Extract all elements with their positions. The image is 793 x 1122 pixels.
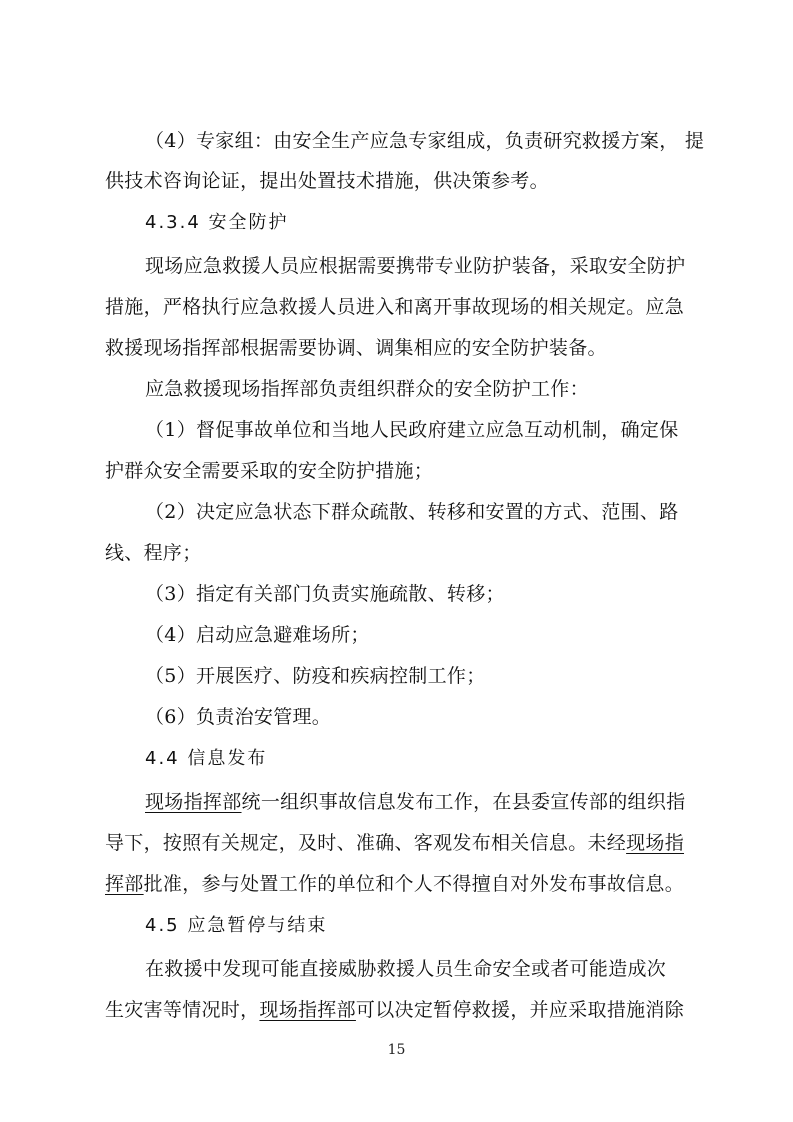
paragraph-line: （4）专家组：由安全生产应急专家组成，负责研究救援方案， 提 <box>145 130 705 152</box>
paragraph-line: 在救援中发现可能直接威胁救援人员生命安全或者可能造成次 <box>145 958 667 980</box>
list-item-line: 线、程序； <box>105 542 202 564</box>
line-text: 可以决定暂停救援，并应采取措施消除 <box>355 999 685 1021</box>
list-item-line: （5）开展医疗、防疫和疾病控制工作； <box>145 665 486 687</box>
paragraph-line: 现场应急救援人员应根据需要携带专业防护装备，采取安全防护 <box>145 255 686 277</box>
underlined-term: 挥部 <box>105 873 144 895</box>
underlined-term: 现场指 <box>626 832 685 854</box>
paragraph-line <box>105 830 793 856</box>
page-number: 15 <box>387 1042 406 1058</box>
section-heading-4-4: 4.4 信息发布 <box>145 748 268 769</box>
paragraph-line <box>145 789 793 815</box>
list-item-line: （2）决定应急状态下群众疏散、转移和安置的方式、范围、路 <box>145 501 679 523</box>
section-heading-4-5: 4.5 应急暂停与结束 <box>145 915 328 936</box>
underlined-term: 现场指挥部 <box>259 999 356 1021</box>
paragraph-line: 救援现场指挥部根据需要协调、调集相应的安全防护装备。 <box>105 337 607 359</box>
paragraph-line: 措施，严格执行应急救援人员进入和离开事故现场的相关规定。应急 <box>105 296 685 318</box>
line-text: 导下，按照有关规定，及时、准确、客观发布相关信息。未经 <box>105 832 627 854</box>
list-item-line: （6）负责治安管理。 <box>145 706 332 728</box>
list-item-line: 护群众安全需要采取的安全防护措施； <box>105 460 434 482</box>
paragraph-line <box>105 871 793 897</box>
underlined-term: 现场指挥部 <box>145 791 242 813</box>
paragraph-line: 应急救援现场指挥部负责组织群众的安全防护工作： <box>145 378 589 400</box>
line-text: 批准，参与处置工作的单位和个人不得擅自对外发布事故信息。 <box>143 873 685 895</box>
list-item-line: （4）启动应急避难场所； <box>145 624 370 646</box>
line-text: 统一组织事故信息发布工作，在县委宣传部的组织指 <box>241 791 686 813</box>
section-heading-4-3-4: 4.3.4 安全防护 <box>145 212 289 233</box>
paragraph-line: 供技术咨询论证，提出处置技术措施，供决策参考。 <box>105 170 549 192</box>
list-item-line: （1）督促事故单位和当地人民政府建立应急互动机制，确定保 <box>145 419 679 441</box>
line-text: 生灾害等情况时， <box>105 999 260 1021</box>
list-item-line: （3）指定有关部门负责实施疏散、转移； <box>145 583 505 605</box>
paragraph-line <box>105 997 793 1023</box>
